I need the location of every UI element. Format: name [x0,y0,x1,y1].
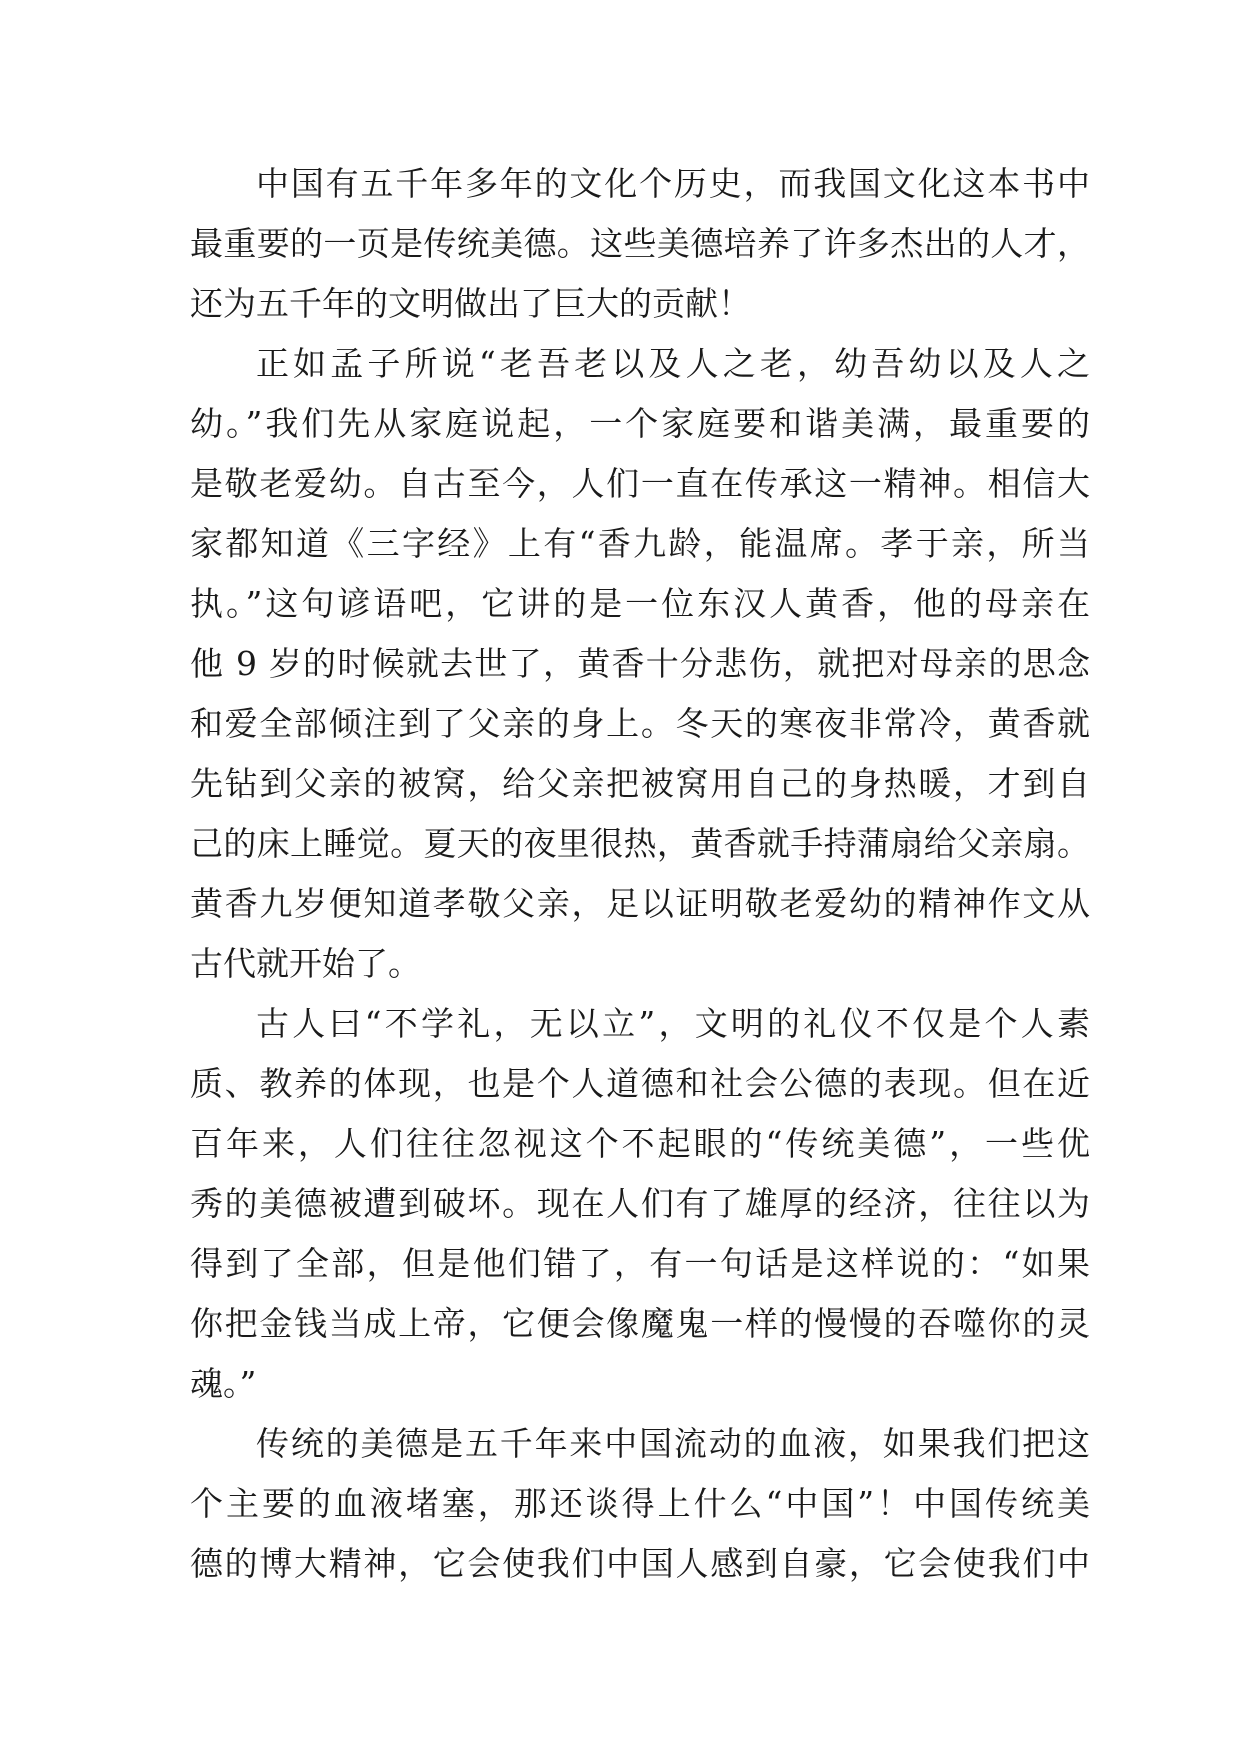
document-body [190,154,1090,1594]
text-line: 百年来，人们往往忽视这个不起眼的“传统美德”，一些优 [190,1124,1090,1163]
text-line: 己的床上睡觉。夏天的夜里很热，黄香就手持蒲扇给父亲扇。 [190,824,1090,863]
text-line: 得到了全部，但是他们错了，有一句话是这样说的：“如果 [190,1244,1090,1283]
paragraph-1 [190,154,1090,334]
text-line: 先钻到父亲的被窝，给父亲把被窝用自己的身热暖，才到自 [190,764,1090,803]
text-line: 幼。”我们先从家庭说起，一个家庭要和谐美满，最重要的 [190,404,1090,443]
text-line: 他 9 岁的时候就去世了，黄香十分悲伤，就把对母亲的思念 [190,644,1090,683]
text-line: 家都知道《三字经》上有“香九龄，能温席。孝于亲，所当 [190,524,1090,563]
text-line: 最重要的一页是传统美德。这些美德培养了许多杰出的人才， [190,224,1090,263]
text-line: 质、教养的体现，也是个人道德和社会公德的表现。但在近 [190,1064,1090,1103]
text-line: 执。”这句谚语吧，它讲的是一位东汉人黄香，他的母亲在 [190,584,1090,623]
text-line: 传统的美德是五千年来中国流动的血液，如果我们把这 [256,1424,1090,1463]
text-line: 古代就开始了。 [190,944,421,983]
text-line: 个主要的血液堵塞，那还谈得上什么“中国”！中国传统美 [190,1484,1090,1523]
text-line: 是敬老爱幼。自古至今，人们一直在传承这一精神。相信大 [190,464,1090,503]
paragraph-4 [190,1414,1090,1594]
text-line: 德的博大精神，它会使我们中国人感到自豪，它会使我们中 [190,1544,1090,1583]
paragraph-2 [190,334,1090,994]
text-line: 魂。” [190,1364,257,1403]
text-line: 古人曰“不学礼，无以立”，文明的礼仪不仅是个人素 [256,1004,1090,1043]
text-line: 正如孟子所说“老吾老以及人之老，幼吾幼以及人之 [256,344,1090,383]
text-line: 黄香九岁便知道孝敬父亲，足以证明敬老爱幼的精神作文从 [190,884,1090,923]
text-line: 中国有五千年多年的文化个历史，而我国文化这本书中 [256,164,1090,203]
text-line: 还为五千年的文明做出了巨大的贡献！ [190,284,751,323]
text-line: 和爱全部倾注到了父亲的身上。冬天的寒夜非常冷，黄香就 [190,704,1090,743]
text-line: 秀的美德被遭到破坏。现在人们有了雄厚的经济，往往以为 [190,1184,1090,1223]
text-line: 你把金钱当成上帝，它便会像魔鬼一样的慢慢的吞噬你的灵 [190,1304,1090,1343]
paragraph-3 [190,994,1090,1414]
